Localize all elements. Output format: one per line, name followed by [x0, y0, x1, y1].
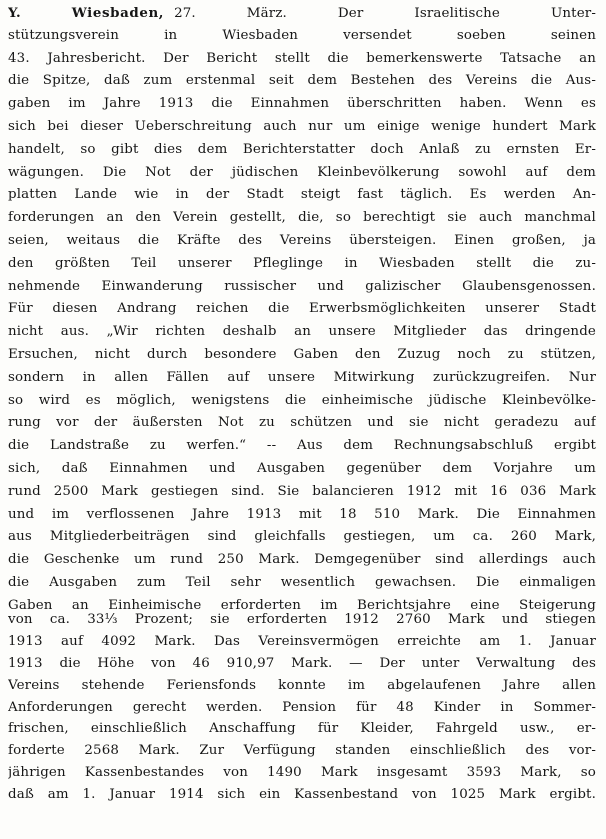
- article-line: 1913 die Höhe von 46 910,97 Mark. — Der unter Verwaltung des: [8, 655, 596, 671]
- article-line: nehmende Einwanderung russischer und galizischer Glaubensgenossen.: [8, 278, 596, 294]
- article-line: nicht aus. „Wir richten deshalb an unsere Mitglieder das dringende: [8, 324, 596, 340]
- article-line: forderte 2568 Mark. Zur Verfügung standen einschließlich des vor-: [8, 743, 596, 759]
- article-line: seien, weitaus die Kräfte des Vereins übersteigen. Einen großen, ja: [8, 232, 596, 248]
- article-line: und im verflossenen Jahre 1913 mit 18 510 Mark. Die Einnahmen: [8, 506, 596, 522]
- article-part-1: [8, 2, 596, 618]
- article-line: wägungen. Die Not der jüdischen Kleinbevölkerung sowohl auf dem: [8, 164, 596, 180]
- article-line: sich bei dieser Ueberschreitung auch nur um einige wenige hundert Mark: [8, 118, 596, 134]
- article-line: so wird es möglich, wenigstens die einheimische jüdische Kleinbevölke-: [8, 392, 596, 408]
- article-line: die Spitze, daß zum erstenmal seit dem Bestehen des Vereins die Aus-: [8, 73, 596, 89]
- heading-prefix: Y.: [8, 5, 21, 21]
- article-line: sich, daß Einnahmen und Ausgaben gegenüber dem Vorjahre um: [8, 460, 596, 476]
- article-line: platten Lande wie in der Stadt steigt fast täglich. Es werden An-: [8, 187, 596, 203]
- article-line: stützungsverein in Wiesbaden versendet soeben seinen: [8, 27, 596, 43]
- article-line: Gaben an Einheimische erforderten im Berichtsjahre eine Steigerung: [8, 597, 596, 613]
- article-line: [8, 2, 596, 25]
- article-part-2: [8, 609, 596, 806]
- article-line: sondern in allen Fällen auf unsere Mitwirkung zurückzugreifen. Nur: [8, 369, 596, 385]
- article-line: 43. Jahresbericht. Der Bericht stellt die bemerkenswerte Tatsache an: [8, 50, 596, 66]
- article-line: gaben im Jahre 1913 die Einnahmen überschritten haben. Wenn es: [8, 96, 596, 112]
- article-line: von ca. 33⅓ Prozent; sie erforderten 1912 2760 Mark und stiegen: [8, 612, 596, 627]
- article-line: daß am 1. Januar 1914 sich ein Kassenbestand von 1025 Mark ergibt.: [8, 787, 596, 803]
- article-line: Vereins stehende Feriensfonds konnte im abgelaufenen Jahre allen: [8, 677, 596, 693]
- line-text: 27. März. Der Israelitische Unter-: [174, 6, 596, 21]
- article-line: Für diesen Andrang reichen die Erwerbsmöglichkeiten unserer Stadt: [8, 301, 596, 317]
- article-line: 1913 auf 4092 Mark. Das Vereinsvermögen erreichte am 1. Januar: [8, 633, 596, 649]
- heading-city: Wiesbaden,: [71, 5, 165, 21]
- article-line: aus Mitgliederbeiträgen sind gleichfalls gestiegen, um ca. 260 Mark,: [8, 529, 596, 545]
- article-line: den größten Teil unserer Pfleglinge in Wiesbaden stellt die zu-: [8, 255, 596, 271]
- article-line: forderungen an den Verein gestellt, die, so berechtigt sie auch manchmal: [8, 210, 596, 226]
- article-line: rung vor der äußersten Not zu schützen und sie nicht geradezu auf: [8, 415, 596, 431]
- article-line: Anforderungen gerecht werden. Pension für 48 Kinder in Sommer-: [8, 699, 596, 715]
- article-line: die Landstraße zu werfen.“ -- Aus dem Rechnungsabschluß ergibt: [8, 438, 596, 454]
- article-line: die Ausgaben zum Teil sehr wesentlich gewachsen. Die einmaligen: [8, 574, 596, 590]
- article-line: Ersuchen, nicht durch besondere Gaben den Zuzug noch zu stützen,: [8, 346, 596, 362]
- article-line: jährigen Kassenbestandes von 1490 Mark insgesamt 3593 Mark, so: [8, 765, 596, 781]
- article-line: rund 2500 Mark gestiegen sind. Sie balancieren 1912 mit 16 036 Mark: [8, 483, 596, 499]
- article-line: frischen, einschließlich Anschaffung für Kleider, Fahrgeld usw., er-: [8, 721, 596, 737]
- article-line: die Geschenke um rund 250 Mark. Demgegenüber sind allerdings auch: [8, 552, 596, 568]
- article-line: handelt, so gibt dies dem Berichterstatter doch Anlaß zu ernsten Er-: [8, 141, 596, 157]
